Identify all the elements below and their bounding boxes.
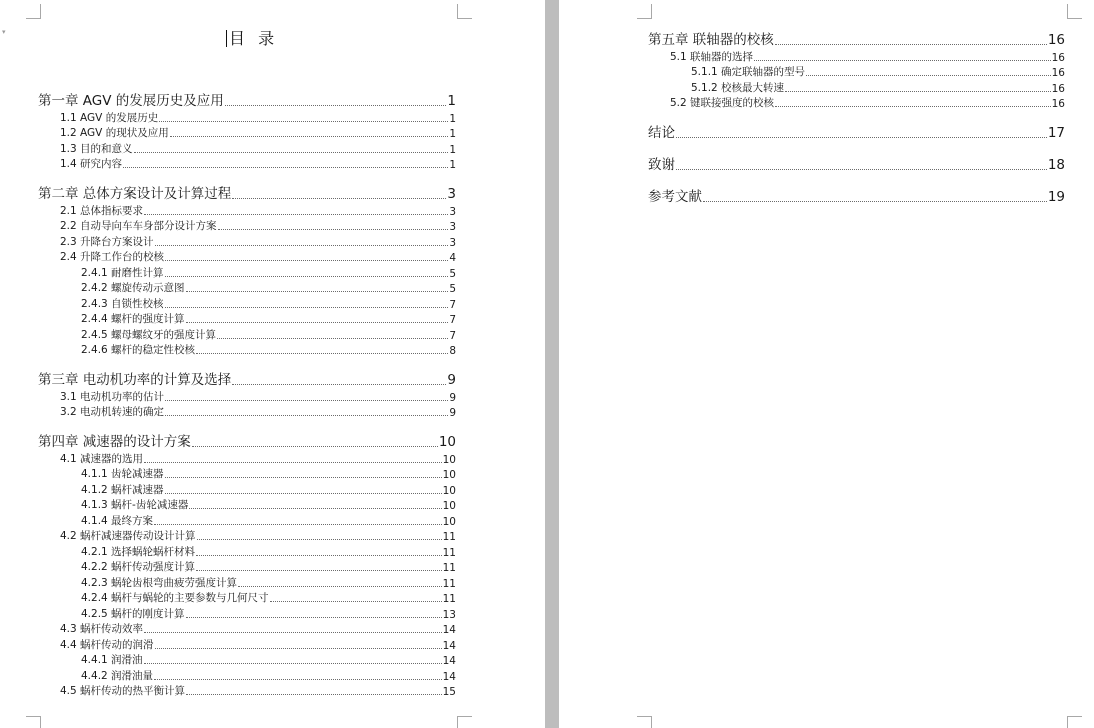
toc-entry-subsection[interactable]	[38, 667, 456, 683]
toc-heading[interactable]	[226, 26, 278, 49]
toc-leader-dots	[676, 169, 1047, 170]
toc-page-number: 3	[447, 186, 456, 202]
crop-mark-bottom-right	[1067, 716, 1082, 728]
toc-page-number: 9	[447, 372, 456, 388]
toc-entry-section[interactable]	[38, 621, 456, 637]
toc-page-number: 1	[449, 112, 456, 125]
toc-entry-label: 2.4.6 螺杆的稳定性校核	[81, 344, 196, 356]
toc-leader-dots	[165, 307, 449, 308]
toc-entry-label: 1.2 AGV 的现状及应用	[60, 127, 169, 139]
toc-entry-subsection[interactable]	[648, 64, 1065, 80]
toc-entry-chapter[interactable]	[648, 26, 1065, 48]
crop-mark-top-left	[26, 4, 41, 19]
toc-entry-section[interactable]	[38, 140, 456, 156]
toc-entry-section[interactable]	[38, 156, 456, 172]
toc-entry-subsection[interactable]	[38, 280, 456, 296]
toc-entry-label: 4.5 蜗杆传动的热平衡计算	[60, 685, 186, 697]
toc-page-number: 3	[449, 236, 456, 249]
toc-page-number: 10	[442, 500, 456, 512]
toc-entry-subsection[interactable]	[38, 559, 456, 575]
toc-entry-label: 2.4 升降工作台的校核	[60, 251, 165, 263]
toc-entry-label: 4.2.3 蜗轮齿根弯曲疲劳强度计算	[81, 576, 238, 589]
toc-entry-subsection[interactable]	[38, 481, 456, 497]
toc-leader-dots	[144, 663, 442, 664]
toc-entry-subsection[interactable]	[38, 466, 456, 482]
toc-leader-dots	[154, 679, 442, 680]
toc-leader-dots	[238, 586, 442, 587]
toc-leader-dots	[192, 446, 438, 447]
toc-entry-chapter[interactable]	[648, 110, 1065, 141]
toc-entry-subsection[interactable]	[38, 605, 456, 621]
toc-leader-dots	[785, 91, 1051, 92]
toc-page-number: 1	[449, 128, 456, 140]
toc-leader-dots	[196, 555, 442, 556]
toc-entry-label: 4.2.2 蜗杆传动强度计算	[81, 561, 196, 573]
toc-entry-label: 2.2 自动导向车车身部分设计方案	[60, 220, 217, 232]
toc-entry-label: 第一章 AGV 的发展历史及应用	[38, 93, 224, 109]
toc-entry-section[interactable]	[38, 109, 456, 125]
toc-entry-section[interactable]	[38, 528, 456, 544]
toc-entry-label: 参考文献	[648, 189, 702, 205]
toc-leader-dots	[232, 198, 446, 199]
toc-entry-subsection[interactable]	[38, 652, 456, 668]
toc-leader-dots	[170, 136, 449, 137]
toc-leader-dots	[144, 462, 442, 463]
toc-entry-label: 结论	[648, 125, 675, 141]
toc-entry-label: 2.1 总体指标要求	[60, 204, 144, 217]
toc-entry-chapter[interactable]	[648, 173, 1065, 205]
toc-entry-label: 第三章 电动机功率的计算及选择	[38, 372, 232, 388]
toc-page-number: 1	[449, 143, 456, 156]
toc-page-number: 8	[449, 345, 456, 357]
toc-page-number: 13	[442, 608, 456, 621]
toc-entry-chapter[interactable]	[38, 87, 456, 109]
toc-page-number: 16	[1047, 32, 1065, 48]
toc-entry-label: 4.1.4 最终方案	[81, 514, 154, 527]
toc-entry-section[interactable]	[38, 218, 456, 234]
toc-entry-label: 4.1 减速器的选用	[60, 452, 144, 465]
crop-mark-top-right	[1067, 4, 1082, 19]
toc-entry-label: 4.1.3 蜗杆-齿轮减速器	[81, 499, 189, 511]
toc-entry-subsection[interactable]	[38, 590, 456, 606]
toc-leader-dots	[189, 508, 441, 509]
toc-page-number: 7	[449, 298, 456, 311]
toc-page-number: 7	[449, 314, 456, 326]
toc-entry-label: 4.4 蜗杆传动的润滑	[60, 638, 154, 651]
toc-leader-dots	[144, 632, 442, 633]
toc-entry-subsection[interactable]	[648, 79, 1065, 95]
toc-leader-dots	[676, 137, 1047, 138]
toc-leader-dots	[165, 400, 448, 401]
toc-entry-chapter[interactable]	[38, 171, 456, 202]
toc-leader-dots	[159, 121, 448, 122]
toc-entry-section[interactable]	[38, 388, 456, 404]
toc-page-number: 15	[442, 686, 456, 698]
toc-page-number: 7	[449, 329, 456, 342]
toc-entry-subsection[interactable]	[38, 342, 456, 358]
toc-entry-label: 4.1.1 齿轮减速器	[81, 468, 164, 480]
toc-entry-chapter[interactable]	[38, 419, 456, 450]
toc-leader-dots	[270, 601, 442, 602]
toc-leader-dots	[703, 201, 1047, 202]
toc-leader-dots	[197, 539, 442, 540]
text-cursor	[226, 30, 227, 47]
crop-mark-bottom-right	[457, 716, 472, 728]
toc-page-number: 10	[442, 515, 456, 528]
crop-mark-top-left	[637, 4, 652, 19]
toc-entry-subsection[interactable]	[38, 574, 456, 590]
toc-entry-label: 2.4.4 螺杆的强度计算	[81, 313, 185, 325]
toc-leader-dots	[165, 493, 442, 494]
toc-entry-label: 2.4.3 自锁性校核	[81, 297, 164, 310]
toc-leader-dots	[155, 648, 442, 649]
toc-page-number: 14	[442, 655, 456, 667]
toc-entry-section[interactable]	[38, 125, 456, 141]
toc-page-number: 9	[449, 407, 456, 419]
toc-entry-label: 致谢	[648, 157, 675, 173]
toc-page-number: 9	[449, 391, 456, 404]
toc-leader-dots	[196, 570, 442, 571]
toc-entry-label: 第四章 减速器的设计方案	[38, 434, 191, 450]
toc-entry-chapter[interactable]	[648, 141, 1065, 173]
toc-leader-dots	[218, 229, 449, 230]
toc-page-number: 11	[442, 546, 456, 559]
toc-leader-dots	[144, 214, 448, 215]
toc-leader-dots	[754, 60, 1051, 61]
toc-leader-dots	[186, 291, 449, 292]
toc-entry-label: 2.4.2 螺旋传动示意图	[81, 282, 185, 294]
toc-page-number: 19	[1047, 189, 1065, 205]
toc-leader-dots	[232, 384, 446, 385]
toc-entry-subsection[interactable]	[38, 295, 456, 311]
toc-leader-dots	[165, 477, 442, 478]
toc-page-number: 10	[442, 453, 456, 466]
toc-leader-dots	[154, 524, 442, 525]
toc-entry-section[interactable]	[38, 683, 456, 699]
toc-page-number: 1	[447, 93, 456, 109]
toc-page-number: 14	[442, 639, 456, 652]
toc-leader-dots	[155, 245, 449, 246]
toc-entry-section[interactable]	[38, 636, 456, 652]
toc-page-number: 16	[1051, 82, 1065, 95]
toc-entry-subsection[interactable]	[38, 543, 456, 559]
toc-leader-dots	[225, 105, 447, 106]
toc-entry-subsection[interactable]	[38, 497, 456, 513]
toc-entry-label: 4.2.1 选择蜗轮蜗杆材料	[81, 545, 196, 558]
toc-leader-dots	[134, 152, 449, 153]
toc-entry-section[interactable]	[38, 202, 456, 218]
toc-entry-label: 1.4 研究内容	[60, 158, 123, 170]
toc-leader-dots	[165, 415, 448, 416]
toc-heading-text: 目 录	[229, 29, 279, 48]
toc-entry-label: 4.4.1 润滑油	[81, 654, 143, 666]
toc-entry-label: 4.4.2 润滑油量	[81, 669, 154, 682]
toc-entry-label: 3.1 电动机功率的估计	[60, 390, 165, 403]
toc-leader-dots	[196, 353, 448, 354]
toc-leader-dots	[217, 338, 448, 339]
toc-leader-dots	[806, 75, 1051, 76]
toc-page-number: 14	[442, 670, 456, 683]
toc-entry-label: 第二章 总体方案设计及计算过程	[38, 186, 232, 202]
toc-entry-label: 4.3 蜗杆传动效率	[60, 623, 144, 635]
page-gutter	[545, 0, 559, 728]
toc-list-right	[648, 26, 1065, 205]
toc-page-number: 10	[438, 434, 456, 450]
toc-page-number: 10	[442, 469, 456, 481]
toc-page-number: 4	[449, 252, 456, 264]
toc-page-number: 11	[442, 531, 456, 543]
toc-page-number: 17	[1047, 125, 1065, 141]
toc-entry-label: 5.1.1 确定联轴器的型号	[691, 66, 806, 78]
toc-leader-dots	[775, 106, 1051, 107]
toc-entry-label: 4.2.5 蜗杆的刚度计算	[81, 607, 185, 620]
toc-page-number: 5	[449, 283, 456, 295]
toc-entry-subsection[interactable]	[38, 512, 456, 528]
toc-entry-section[interactable]	[38, 233, 456, 249]
toc-entry-label: 2.4.1 耐磨性计算	[81, 266, 164, 279]
toc-entry-label: 1.1 AGV 的发展历史	[60, 111, 159, 124]
toc-entry-chapter[interactable]	[38, 357, 456, 388]
toc-entry-label: 2.3 升降台方案设计	[60, 235, 154, 248]
toc-entry-label: 4.2.4 蜗杆与蜗轮的主要参数与几何尺寸	[81, 592, 269, 604]
toc-entry-label: 5.2 键联接强度的校核	[670, 97, 775, 109]
toc-page-number: 16	[1051, 67, 1065, 79]
toc-entry-label: 5.1.2 校核最大转速	[691, 81, 785, 94]
toc-leader-dots	[123, 167, 448, 168]
crop-mark-bottom-left	[637, 716, 652, 728]
toc-page-number: 5	[449, 267, 456, 280]
toc-leader-dots	[165, 260, 448, 261]
toc-leader-dots	[186, 322, 449, 323]
toc-leader-dots	[165, 276, 449, 277]
toc-leader-dots	[186, 694, 442, 695]
toc-entry-subsection[interactable]	[38, 326, 456, 342]
toc-list-left	[38, 87, 456, 698]
toc-page-number: 14	[442, 624, 456, 636]
toc-entry-section[interactable]	[38, 249, 456, 265]
toc-entry-label: 5.1 联轴器的选择	[670, 50, 754, 63]
toc-entry-label: 第五章 联轴器的校核	[648, 32, 774, 48]
toc-entry-subsection[interactable]	[38, 311, 456, 327]
collapse-arrow-icon[interactable]: ▾	[2, 28, 6, 36]
toc-page-number: 10	[442, 484, 456, 497]
toc-entry-section[interactable]	[648, 95, 1065, 111]
crop-mark-bottom-left	[26, 716, 41, 728]
toc-leader-dots	[186, 617, 442, 618]
toc-entry-section[interactable]	[38, 450, 456, 466]
toc-page-number: 11	[442, 577, 456, 590]
toc-page-number: 16	[1051, 98, 1065, 110]
toc-entry-label: 4.2 蜗杆减速器传动设计计算	[60, 530, 196, 542]
toc-entry-subsection[interactable]	[38, 264, 456, 280]
toc-entry-label: 4.1.2 蜗杆减速器	[81, 483, 164, 496]
toc-entry-label: 2.4.5 螺母螺纹牙的强度计算	[81, 328, 217, 341]
toc-page-number: 1	[449, 159, 456, 171]
toc-entry-label: 3.2 电动机转速的确定	[60, 406, 165, 418]
toc-page-number: 11	[442, 593, 456, 605]
toc-entry-section[interactable]	[648, 48, 1065, 64]
toc-page-number: 3	[449, 205, 456, 218]
toc-entry-label: 1.3 目的和意义	[60, 142, 133, 155]
toc-page-number: 11	[442, 562, 456, 574]
toc-leader-dots	[775, 44, 1047, 45]
toc-entry-section[interactable]	[38, 404, 456, 420]
toc-page-number: 3	[449, 221, 456, 233]
toc-page-number: 18	[1047, 157, 1065, 173]
toc-page-number: 16	[1051, 51, 1065, 64]
crop-mark-top-right	[457, 4, 472, 19]
